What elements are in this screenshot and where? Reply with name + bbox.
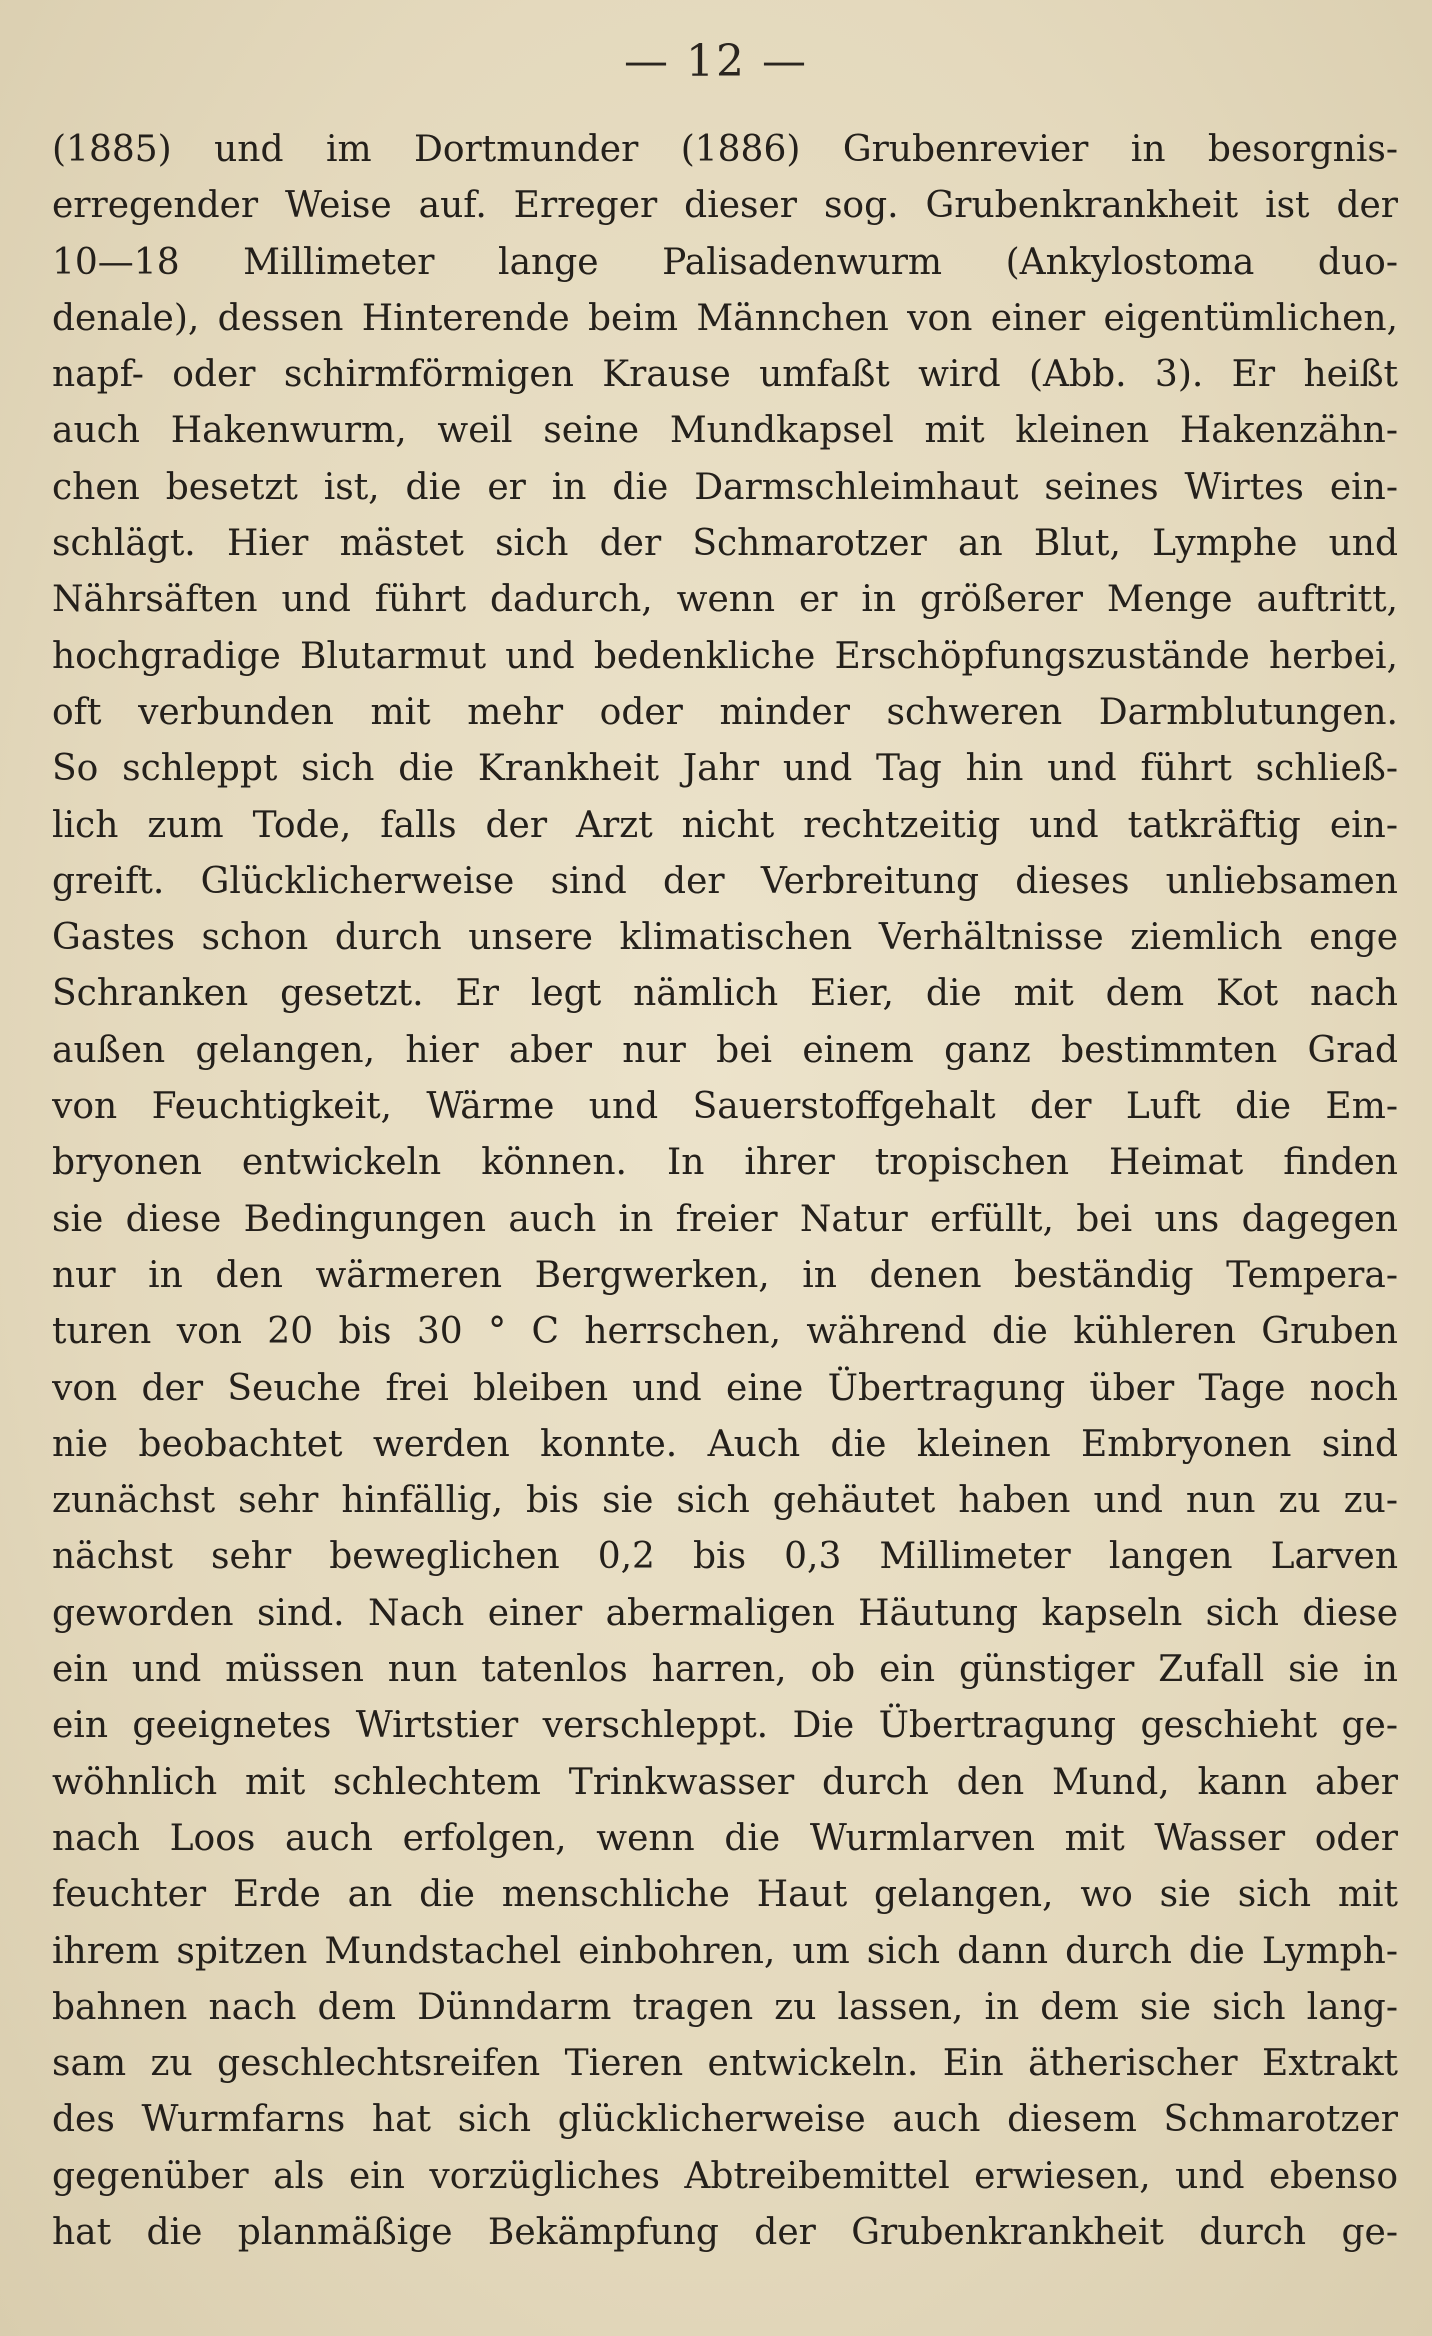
text-line: von der Seuche frei bleiben und eine Übertragung über Tage noch	[52, 1367, 1398, 1409]
text-line: des Wurmfarns hat sich glücklicherweise auch diesem Schmarotzer	[52, 2099, 1398, 2141]
text-line: zunächst sehr hinfällig, bis sie sich gehäutet haben und nun zu zu-	[52, 1480, 1398, 1522]
text-line: außen gelangen, hier aber nur bei einem ganz bestimmten Grad	[52, 1029, 1398, 1071]
text-line: ein und müssen nun tatenlos harren, ob ein günstiger Zufall sie in	[52, 1649, 1398, 1691]
text-line: Schranken gesetzt. Er legt nämlich Eier, die mit dem Kot nach	[52, 973, 1398, 1015]
text-line: bryonen entwickeln können. In ihrer tropischen Heimat finden	[52, 1142, 1398, 1184]
text-line: wöhnlich mit schlechtem Trinkwasser durch den Mund, kann aber	[52, 1761, 1398, 1803]
text-line: schlägt. Hier mästet sich der Schmarotzer an Blut, Lymphe und	[52, 523, 1398, 565]
text-line: lich zum Tode, falls der Arzt nicht rechtzeitig und tatkräftig ein-	[52, 804, 1398, 846]
text-line: oft verbunden mit mehr oder minder schweren Darmblutungen.	[52, 691, 1398, 733]
text-line: erregender Weise auf. Erreger dieser sog. Grubenkrankheit ist der	[52, 185, 1398, 227]
text-line: sam zu geschlechtsreifen Tieren entwickeln. Ein ätherischer Extrakt	[52, 2043, 1398, 2085]
text-line: ihrem spitzen Mundstachel einbohren, um sich dann durch die Lymph-	[52, 1930, 1398, 1972]
text-line: napf- oder schirmförmigen Krause umfaßt wird (Abb. 3). Er heißt	[52, 354, 1398, 396]
text-line: denale), dessen Hinterende beim Männchen von einer eigentümlichen,	[52, 297, 1398, 339]
text-line: von Feuchtigkeit, Wärme und Sauerstoffgehalt der Luft die Em-	[52, 1086, 1398, 1128]
text-line: geworden sind. Nach einer abermaligen Häutung kapseln sich diese	[52, 1592, 1398, 1634]
text-line: nach Loos auch erfolgen, wenn die Wurmlarven mit Wasser oder	[52, 1817, 1398, 1859]
text-line: bahnen nach dem Dünndarm tragen zu lassen, in dem sie sich lang-	[52, 1986, 1398, 2028]
text-line: Nährsäften und führt dadurch, wenn er in größerer Menge auftritt,	[52, 579, 1398, 621]
text-line: ein geeignetes Wirtstier verschleppt. Die Übertragung geschieht ge-	[52, 1705, 1398, 1747]
text-line: nie beobachtet werden konnte. Auch die kleinen Embryonen sind	[52, 1423, 1398, 1465]
text-line: nächst sehr beweglichen 0,2 bis 0,3 Millimeter langen Larven	[52, 1536, 1398, 1578]
text-line: gegenüber als ein vorzügliches Abtreibemittel erwiesen, und ebenso	[52, 2155, 1398, 2197]
text-line: hat die planmäßige Bekämpfung der Grubenkrankheit durch ge-	[52, 2211, 1398, 2253]
text-line: Gastes schon durch unsere klimatischen Verhältnisse ziemlich enge	[52, 917, 1398, 959]
text-line: (1885) und im Dortmunder (1886) Grubenrevier in besorgnis-	[52, 129, 1398, 170]
text-line: hochgradige Blutarmut und bedenkliche Erschöpfungszustände herbei,	[52, 635, 1398, 677]
text-line: 10—18 Millimeter lange Palisadenwurm (Ankylostoma duo-	[52, 241, 1398, 283]
page-number: — 12 —	[624, 36, 808, 87]
text-line: nur in den wärmeren Bergwerken, in denen beständig Tempera-	[52, 1254, 1398, 1296]
text-line: sie diese Bedingungen auch in freier Natur erfüllt, bei uns dagegen	[52, 1198, 1398, 1240]
text-line: greift. Glücklicherweise sind der Verbreitung dieses unliebsamen	[52, 860, 1398, 902]
text-line: chen besetzt ist, die er in die Darmschleimhaut seines Wirtes ein-	[52, 466, 1398, 508]
text-line: auch Hakenwurm, weil seine Mundkapsel mit kleinen Hakenzähn-	[52, 410, 1398, 452]
text-line: turen von 20 bis 30 ° C herrschen, während die kühleren Gruben	[52, 1311, 1398, 1353]
text-line: So schleppt sich die Krankheit Jahr und Tag hin und führt schließ-	[52, 748, 1398, 790]
text-line: feuchter Erde an die menschliche Haut gelangen, wo sie sich mit	[52, 1874, 1398, 1916]
body-text	[52, 122, 1398, 2261]
